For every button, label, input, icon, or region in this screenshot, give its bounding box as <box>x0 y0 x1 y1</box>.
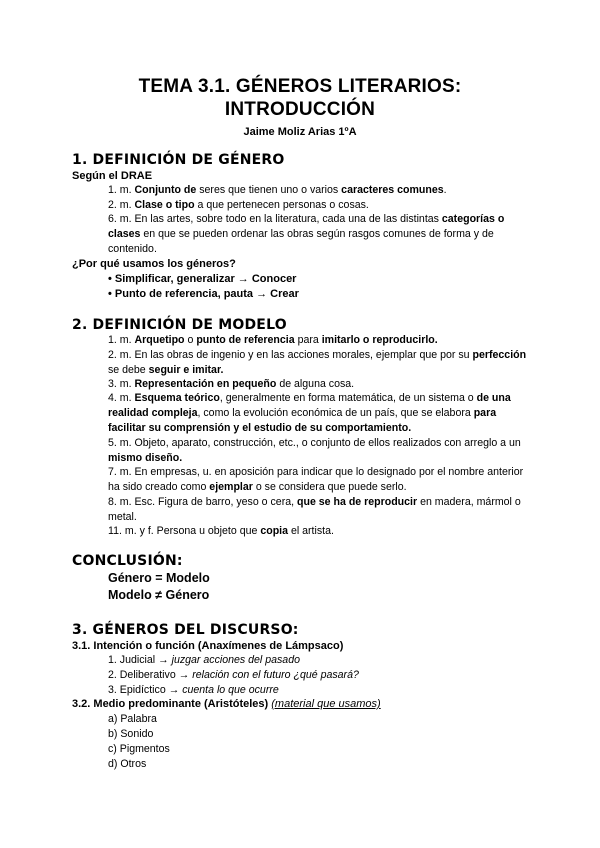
discourse-genre-item: 3. Epidíctico → cuenta lo que ocurre <box>108 684 279 696</box>
modelo-definition-3: 3. m. Representación en pequeño de alguna cosa. <box>108 378 355 390</box>
section3-subheading-1: 3.1. Intención o función (Anaxímenes de Lámpsaco) <box>72 640 344 652</box>
genero-bullet-1: • Simplificar, generalizar → Conocer <box>108 273 297 285</box>
genero-definition-1: 1. m. Conjunto de seres que tienen uno o varios caracteres comunes. <box>108 184 447 196</box>
section3-heading: 3. GÉNEROS DEL DISCURSO: <box>72 622 299 638</box>
section2-heading: 2. DEFINICIÓN DE MODELO <box>72 317 287 333</box>
section1-heading: 1. DEFINICIÓN DE GÉNERO <box>72 152 285 168</box>
document-title-line2: INTRODUCCIÓN <box>224 99 376 120</box>
genero-definition-3: 6. m. En las artes, sobre todo en la literatura, cada una de las distintas categorías o clases en que se pueden ordenar las obras según rasgos comunes de forma y de contenido. <box>108 213 505 255</box>
modelo-definition-11: 11. m. y f. Persona u objeto que copia el artista. <box>108 525 334 537</box>
section1-source: Según el DRAE <box>72 170 153 182</box>
modelo-definition-2: 2. m. En las obras de ingenio y en las acciones morales, ejemplar que por su perfección se debe seguir e imitar. <box>108 349 527 376</box>
genero-definition-2: 2. m. Clase o tipo a que pertenecen personas o cosas. <box>108 199 369 211</box>
document-title-line1: TEMA 3.1. GÉNEROS LITERARIOS: <box>138 76 462 97</box>
modelo-definition-1: 1. m. Arquetipo o punto de referencia para imitarlo o reproducirlo. <box>108 334 438 346</box>
conclusion-heading: CONCLUSIÓN: <box>72 553 183 569</box>
discourse-genre-item: 1. Judicial → juzgar acciones del pasado <box>108 654 300 666</box>
discourse-genre-item: 2. Deliberativo → relación con el futuro ¿qué pasará? <box>108 669 359 681</box>
section3-subheading-2: 3.2. Medio predominante (Aristóteles) (material que usamos) <box>72 698 381 710</box>
medium-item: c) Pigmentos <box>108 743 170 755</box>
modelo-definition-4: 4. m. Esquema teórico, generalmente en forma matemática, de un sistema o de una realidad compleja, como la evolución económica de un país, que se elabora para facilitar su comprensión y el estudio de su comportamiento. <box>108 392 511 434</box>
conclusion-equation-2: Modelo ≠ Género <box>108 588 210 602</box>
conclusion-equation-1: Género = Modelo <box>108 571 210 585</box>
section1-question: ¿Por qué usamos los géneros? <box>72 258 236 270</box>
medium-item: d) Otros <box>108 758 147 770</box>
modelo-definition-5: 5. m. Objeto, aparato, construcción, etc., o conjunto de ellos realizados con arreglo a un mismo diseño. <box>108 437 521 464</box>
medium-item: a) Palabra <box>108 713 157 725</box>
modelo-definition-8: 8. m. Esc. Figura de barro, yeso o cera, que se ha de reproducir en madera, mármol o metal. <box>108 496 521 523</box>
author-line: Jaime Moliz Arias 1ºA <box>243 126 357 138</box>
modelo-definition-7: 7. m. En empresas, u. en aposición para indicar que lo designado por el nombre anterior ha sido creado como ejemplar o se considera que puede serlo. <box>108 466 524 493</box>
medium-item: b) Sonido <box>108 728 154 740</box>
genero-bullet-2: • Punto de referencia, pauta → Crear <box>108 288 299 300</box>
